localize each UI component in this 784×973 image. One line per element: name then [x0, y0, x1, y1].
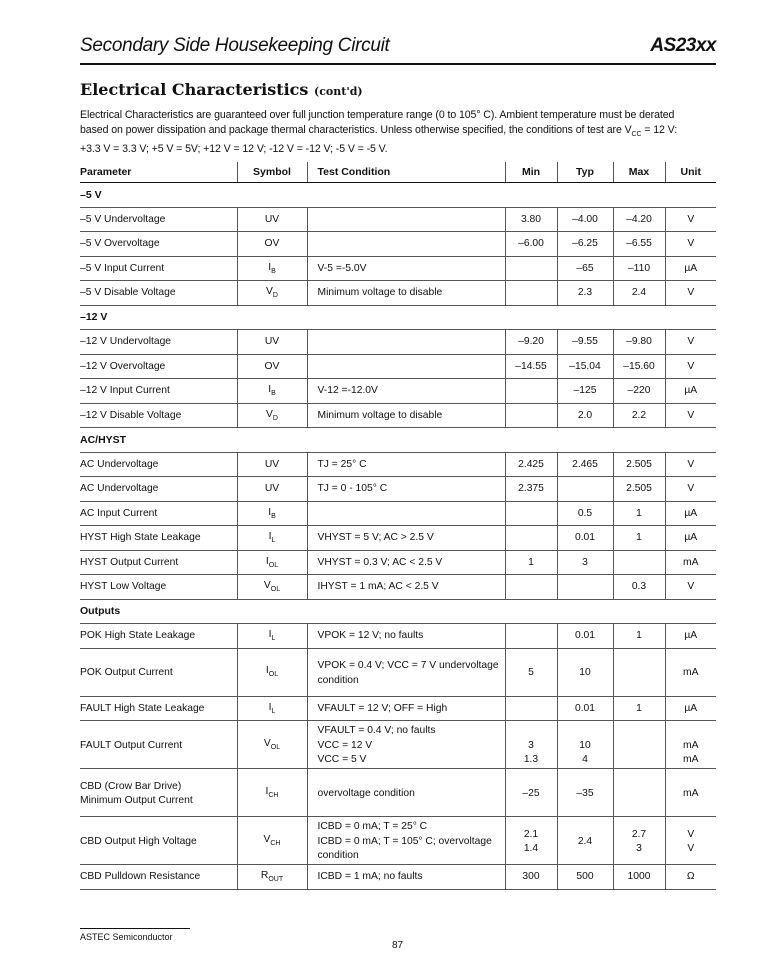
table-row — [80, 232, 716, 257]
condition-cell: VPOK = 0.4 V; VCC = 7 V undervoltage condition — [307, 648, 505, 696]
condition-cell: VHYST = 5 V; AC > 2.5 V — [307, 526, 505, 551]
table-group-row — [80, 428, 716, 453]
unit-cell: V — [665, 281, 716, 306]
table-row — [80, 207, 716, 232]
min-cell: 2.375 — [505, 477, 557, 502]
table-row — [80, 452, 716, 477]
typ-cell: 3 — [557, 550, 613, 575]
condition-cell: ICBD = 0 mA; T = 25° C ICBD = 0 mA; T = 105° C; overvoltage condition — [307, 817, 505, 865]
typ-cell: –4.00 — [557, 207, 613, 232]
group-label: AC/HYST — [80, 428, 716, 453]
symbol-cell — [237, 865, 307, 890]
section-title-text: Electrical Characteristics — [80, 80, 309, 99]
typ-cell: –9.55 — [557, 330, 613, 355]
table-row — [80, 817, 716, 865]
symbol-subscript: L — [271, 635, 276, 643]
electrical-characteristics-table — [80, 162, 716, 890]
table-row — [80, 769, 716, 817]
max-cell: –4.20 — [613, 207, 665, 232]
min-cell: 1 — [505, 550, 557, 575]
symbol-text: I — [268, 506, 272, 518]
symbol-cell — [237, 501, 307, 526]
min-cell — [505, 575, 557, 600]
header-typ: Typ — [557, 162, 613, 183]
unit-cell: mA mA — [665, 721, 716, 769]
max-cell: 2.505 — [613, 477, 665, 502]
table-row — [80, 354, 716, 379]
table-row — [80, 550, 716, 575]
symbol-cell — [237, 769, 307, 817]
typ-cell: 0.5 — [557, 501, 613, 526]
max-cell: 2.4 — [613, 281, 665, 306]
condition-cell — [307, 501, 505, 526]
param-cell: FAULT Output Current — [80, 721, 237, 769]
symbol-subscript: OL — [268, 671, 279, 679]
param-cell: AC Input Current — [80, 501, 237, 526]
unit-cell: mA — [665, 648, 716, 696]
typ-cell: –6.25 — [557, 232, 613, 257]
max-cell: –6.55 — [613, 232, 665, 257]
table-row — [80, 379, 716, 404]
table-group-row — [80, 183, 716, 208]
symbol-subscript: CH — [268, 791, 279, 799]
section-title-contd: (cont'd) — [314, 85, 363, 98]
intro-line-3: +3.3 V = 3.3 V; +5 V = 5V; +12 V = 12 V; -12 V = -12 V; -5 V = -5 V. — [80, 143, 388, 156]
symbol-text: I — [268, 384, 272, 396]
min-cell: –9.20 — [505, 330, 557, 355]
symbol-subscript: B — [271, 267, 276, 275]
table-row — [80, 526, 716, 551]
symbol-text: V — [266, 286, 273, 298]
unit-cell: V — [665, 575, 716, 600]
param-cell: –5 V Overvoltage — [80, 232, 237, 257]
symbol-subscript: B — [271, 390, 276, 398]
typ-cell: 0.01 — [557, 696, 613, 721]
unit-cell: Ω — [665, 865, 716, 890]
symbol-cell — [237, 575, 307, 600]
symbol-text: R — [260, 870, 269, 882]
symbol-cell — [237, 696, 307, 721]
symbol-cell — [237, 281, 307, 306]
param-cell: CBD Output High Voltage — [80, 817, 237, 865]
symbol-text: I — [265, 785, 269, 797]
param-cell: CBD Pulldown Resistance — [80, 865, 237, 890]
symbol-subscript: L — [271, 537, 276, 545]
symbol-text: I — [268, 629, 272, 641]
param-cell: AC Undervoltage — [80, 452, 237, 477]
table-row — [80, 501, 716, 526]
min-cell — [505, 696, 557, 721]
max-cell: 0.3 — [613, 575, 665, 600]
symbol-subscript: OL — [268, 561, 279, 569]
symbol-cell: UV — [237, 207, 307, 232]
typ-cell: 2.465 — [557, 452, 613, 477]
typ-cell: 10 — [557, 648, 613, 696]
condition-cell: IHYST = 1 mA; AC < 2.5 V — [307, 575, 505, 600]
unit-cell: V — [665, 232, 716, 257]
section-title — [80, 80, 363, 99]
max-cell — [613, 769, 665, 817]
symbol-cell — [237, 648, 307, 696]
footer-company: ASTEC Semiconductor — [80, 932, 173, 942]
condition-cell: TJ = 0 - 105° C — [307, 477, 505, 502]
symbol-text: I — [268, 261, 272, 273]
unit-cell: µA — [665, 256, 716, 281]
typ-cell: –125 — [557, 379, 613, 404]
group-label: –12 V — [80, 305, 716, 330]
group-label: Outputs — [80, 599, 716, 624]
param-cell: –12 V Undervoltage — [80, 330, 237, 355]
unit-cell: mA — [665, 769, 716, 817]
header-unit: Unit — [665, 162, 716, 183]
symbol-subscript: D — [272, 414, 278, 422]
symbol-subscript: D — [272, 292, 278, 300]
typ-cell: 2.0 — [557, 403, 613, 428]
table-row — [80, 624, 716, 649]
condition-cell — [307, 207, 505, 232]
param-cell: –12 V Input Current — [80, 379, 237, 404]
param-cell: –5 V Disable Voltage — [80, 281, 237, 306]
typ-cell: –15.04 — [557, 354, 613, 379]
unit-cell: mA — [665, 550, 716, 575]
symbol-cell: UV — [237, 452, 307, 477]
symbol-text: I — [268, 701, 272, 713]
symbol-text: V — [263, 737, 271, 749]
min-cell: 2.1 1.4 — [505, 817, 557, 865]
table-row — [80, 403, 716, 428]
symbol-subscript: L — [271, 707, 276, 715]
intro-line-2: based on power dissipation and package thermal characteristics. Unless otherwise specified, the conditions of test are $V_{CC} = 12$ V: — [80, 123, 678, 138]
symbol-cell — [237, 624, 307, 649]
unit-cell: V — [665, 477, 716, 502]
symbol-text: I — [265, 555, 269, 567]
table-row — [80, 477, 716, 502]
condition-cell: VFAULT = 12 V; OFF = High — [307, 696, 505, 721]
unit-cell: V — [665, 207, 716, 232]
table-group-row — [80, 305, 716, 330]
unit-cell: µA — [665, 379, 716, 404]
unit-cell: µA — [665, 624, 716, 649]
param-cell: –5 V Input Current — [80, 256, 237, 281]
unit-cell: V V — [665, 817, 716, 865]
symbol-subscript: OL — [270, 743, 281, 751]
condition-cell: overvoltage condition — [307, 769, 505, 817]
min-cell: 5 — [505, 648, 557, 696]
intro-paragraph — [80, 108, 720, 157]
page-number: 87 — [392, 940, 404, 951]
typ-cell: –35 — [557, 769, 613, 817]
condition-cell: V-5 =-5.0V — [307, 256, 505, 281]
symbol-cell: UV — [237, 330, 307, 355]
condition-cell: V-12 =-12.0V — [307, 379, 505, 404]
max-cell: 1 — [613, 526, 665, 551]
header-parameter: Parameter — [80, 162, 237, 183]
max-cell: 2.7 3 — [613, 817, 665, 865]
unit-cell: V — [665, 452, 716, 477]
unit-cell: µA — [665, 696, 716, 721]
typ-cell: 0.01 — [557, 624, 613, 649]
param-cell: HYST High State Leakage — [80, 526, 237, 551]
typ-cell: –65 — [557, 256, 613, 281]
max-cell: –15.60 — [613, 354, 665, 379]
condition-cell: ICBD = 1 mA; no faults — [307, 865, 505, 890]
max-cell — [613, 648, 665, 696]
condition-cell — [307, 354, 505, 379]
min-cell — [505, 281, 557, 306]
table-row — [80, 865, 716, 890]
param-cell: FAULT High State Leakage — [80, 696, 237, 721]
param-cell: CBD (Crow Bar Drive) Minimum Output Current — [80, 769, 237, 817]
symbol-cell: OV — [237, 354, 307, 379]
max-cell: –9.80 — [613, 330, 665, 355]
min-cell — [505, 624, 557, 649]
unit-cell: V — [665, 354, 716, 379]
group-label: –5 V — [80, 183, 716, 208]
condition-cell: Minimum voltage to disable — [307, 403, 505, 428]
min-cell: –6.00 — [505, 232, 557, 257]
max-cell: –110 — [613, 256, 665, 281]
typ-cell: 2.4 — [557, 817, 613, 865]
min-cell: –25 — [505, 769, 557, 817]
table-row — [80, 575, 716, 600]
table-row — [80, 256, 716, 281]
min-cell: 3 1.3 — [505, 721, 557, 769]
param-cell: AC Undervoltage — [80, 477, 237, 502]
intro-line-1: Electrical Characteristics are guaranteed over full junction temperature range (0 to 105° C). Ambient temperature must be derated — [80, 109, 675, 121]
min-cell: –14.55 — [505, 354, 557, 379]
symbol-cell — [237, 721, 307, 769]
max-cell: 1 — [613, 624, 665, 649]
min-cell — [505, 526, 557, 551]
symbol-cell: UV — [237, 477, 307, 502]
header-min: Min — [505, 162, 557, 183]
param-cell: –12 V Overvoltage — [80, 354, 237, 379]
symbol-subscript: OUT — [268, 876, 284, 884]
min-cell: 3.80 — [505, 207, 557, 232]
param-cell: POK Output Current — [80, 648, 237, 696]
typ-cell — [557, 477, 613, 502]
unit-cell: V — [665, 330, 716, 355]
param-cell: POK High State Leakage — [80, 624, 237, 649]
condition-cell: VFAULT = 0.4 V; no faults VCC = 12 V VCC = 5 V — [307, 721, 505, 769]
symbol-text: V — [263, 833, 271, 845]
table-body — [80, 183, 716, 890]
min-cell — [505, 403, 557, 428]
symbol-cell — [237, 817, 307, 865]
header-symbol: Symbol — [237, 162, 307, 183]
header-max: Max — [613, 162, 665, 183]
symbol-cell — [237, 403, 307, 428]
header-title: Secondary Side Housekeeping Circuit — [80, 35, 390, 56]
table-row — [80, 648, 716, 696]
symbol-subscript: CH — [270, 839, 281, 847]
typ-cell — [557, 575, 613, 600]
unit-cell: V — [665, 403, 716, 428]
param-cell: –12 V Disable Voltage — [80, 403, 237, 428]
header-rule — [80, 63, 716, 65]
max-cell — [613, 721, 665, 769]
symbol-cell — [237, 379, 307, 404]
symbol-cell — [237, 526, 307, 551]
table-header-row — [80, 162, 716, 183]
min-cell — [505, 501, 557, 526]
max-cell: –220 — [613, 379, 665, 404]
symbol-text: V — [266, 408, 273, 420]
symbol-cell — [237, 550, 307, 575]
max-cell: 2.2 — [613, 403, 665, 428]
symbol-cell — [237, 256, 307, 281]
symbol-text: I — [268, 531, 272, 543]
min-cell: 300 — [505, 865, 557, 890]
condition-cell: VHYST = 0.3 V; AC < 2.5 V — [307, 550, 505, 575]
footer-rule — [80, 928, 190, 929]
table-row — [80, 696, 716, 721]
min-cell — [505, 256, 557, 281]
param-cell: HYST Output Current — [80, 550, 237, 575]
table-row — [80, 281, 716, 306]
typ-cell: 500 — [557, 865, 613, 890]
table-row — [80, 721, 716, 769]
max-cell — [613, 550, 665, 575]
typ-cell: 2.3 — [557, 281, 613, 306]
unit-cell: µA — [665, 526, 716, 551]
unit-cell: µA — [665, 501, 716, 526]
symbol-subscript: B — [271, 512, 276, 520]
condition-cell: Minimum voltage to disable — [307, 281, 505, 306]
part-number: AS23xx — [650, 35, 716, 56]
max-cell: 1000 — [613, 865, 665, 890]
condition-cell: VPOK = 12 V; no faults — [307, 624, 505, 649]
typ-cell: 0.01 — [557, 526, 613, 551]
condition-cell: TJ = 25° C — [307, 452, 505, 477]
symbol-text: I — [265, 665, 269, 677]
symbol-text: V — [263, 580, 271, 592]
table-group-row — [80, 599, 716, 624]
max-cell: 2.505 — [613, 452, 665, 477]
symbol-subscript: OL — [270, 586, 281, 594]
param-cell: HYST Low Voltage — [80, 575, 237, 600]
symbol-cell: OV — [237, 232, 307, 257]
min-cell: 2.425 — [505, 452, 557, 477]
typ-cell: 10 4 — [557, 721, 613, 769]
param-cell: –5 V Undervoltage — [80, 207, 237, 232]
header-test-condition: Test Condition — [307, 162, 505, 183]
table-row — [80, 330, 716, 355]
max-cell: 1 — [613, 501, 665, 526]
condition-cell — [307, 232, 505, 257]
min-cell — [505, 379, 557, 404]
max-cell: 1 — [613, 696, 665, 721]
condition-cell — [307, 330, 505, 355]
